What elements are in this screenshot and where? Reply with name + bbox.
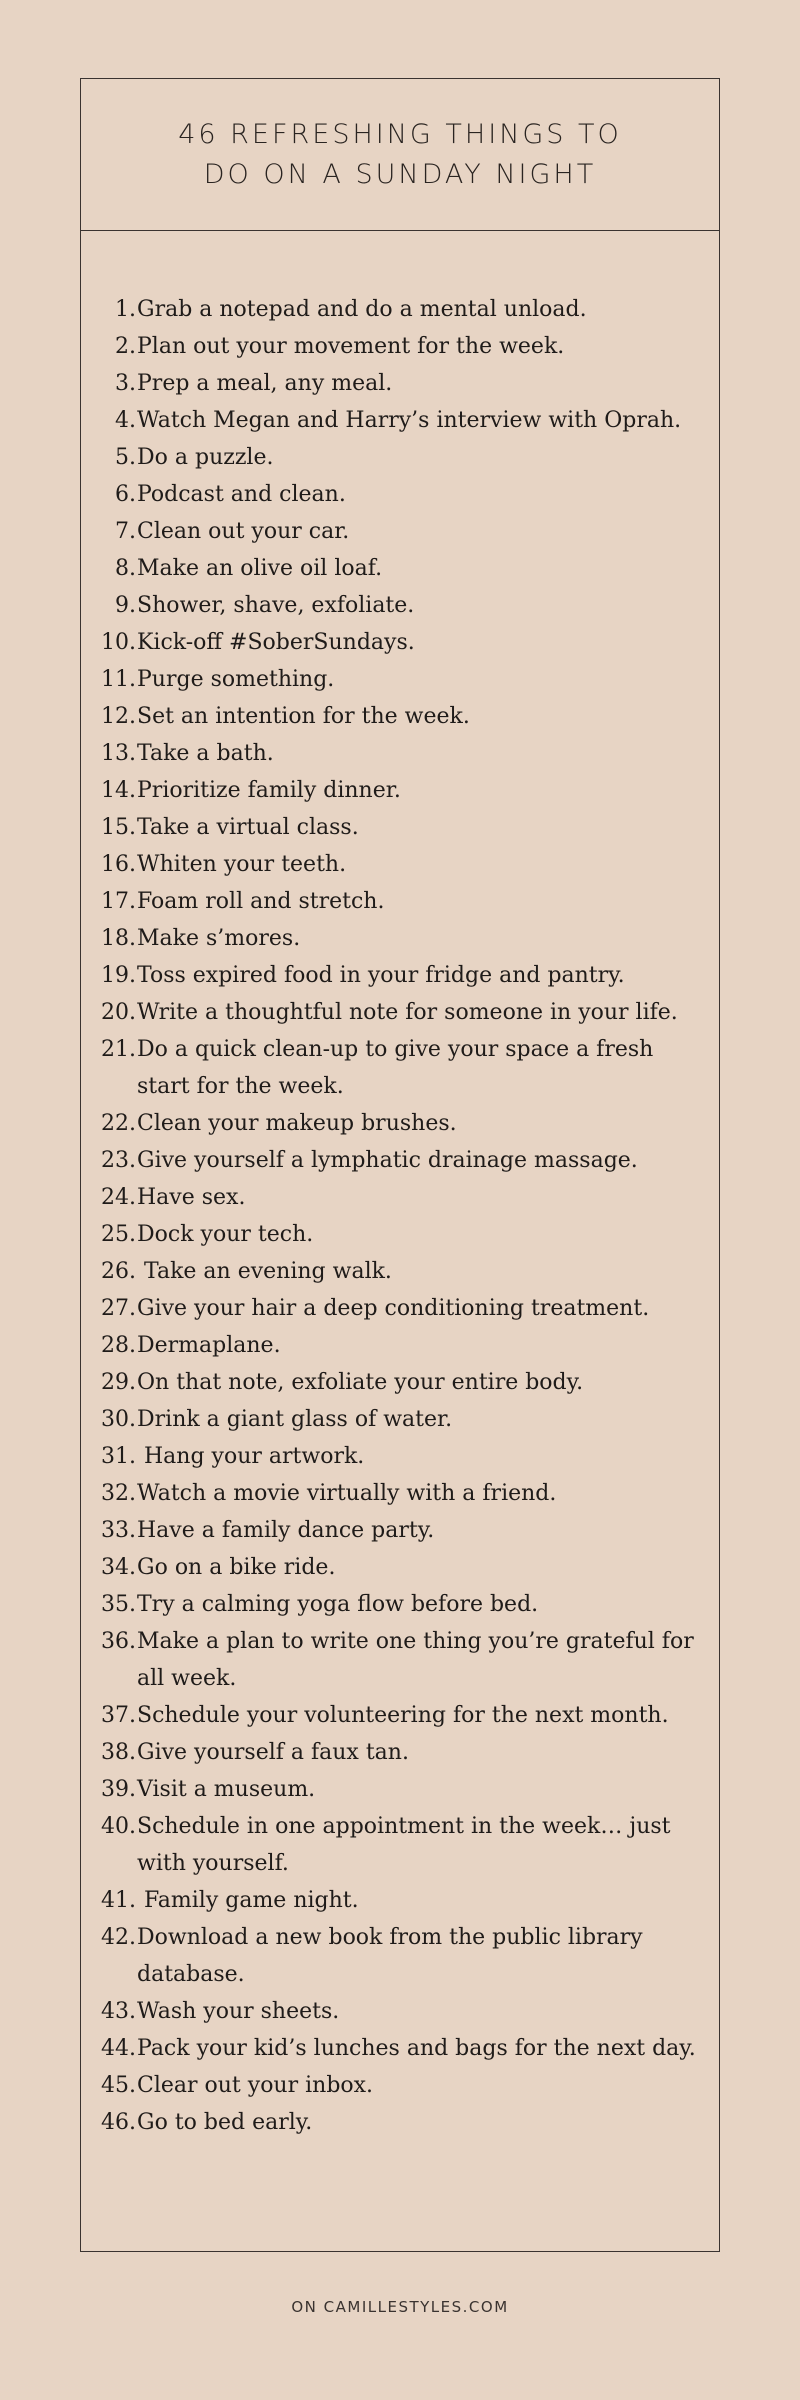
list-item — [81, 772, 719, 809]
list-item-number: 3. — [115, 371, 136, 396]
list-item-number: 40. — [101, 1814, 136, 1839]
source-credit: ON CAMILLESTYLES.COM — [291, 2298, 509, 2316]
list-item — [81, 328, 719, 365]
list-item-text: Give yourself a faux tan. — [137, 1740, 409, 1765]
list-item-number: 4. — [115, 408, 136, 433]
list-item-number: 24. — [101, 1185, 136, 1210]
list-item-number: 29. — [101, 1370, 136, 1395]
list-item-text: Set an intention for the week. — [137, 704, 470, 729]
list-item-text: Purge something. — [137, 667, 335, 692]
list-item-number: 11. — [101, 667, 136, 692]
list-item-text: Schedule in one appointment in the week… just with yourself. — [137, 1814, 678, 1876]
list-item-text: Take a virtual class. — [137, 815, 359, 840]
list-item-text: Have a family dance party. — [137, 1518, 435, 1543]
list-item-text: Dermaplane. — [137, 1333, 281, 1358]
list-item-text: Whiten your teeth. — [137, 852, 347, 877]
list-item — [81, 1882, 719, 1919]
list-item — [81, 402, 719, 439]
list-item-text: Make s’mores. — [137, 926, 301, 951]
list-item — [81, 2067, 719, 2104]
list-item-number: 44. — [101, 2036, 136, 2061]
list-item-number: 34. — [101, 1555, 136, 1580]
list-item-number: 43. — [101, 1999, 136, 2024]
list-item-number: 1. — [115, 297, 136, 322]
list-item-text: Make an olive oil loaf. — [137, 556, 383, 581]
list-item-number: 32. — [101, 1481, 136, 1506]
list-item — [81, 661, 719, 698]
list-item-text: Kick-off #SoberSundays. — [137, 630, 415, 655]
list-item — [81, 587, 719, 624]
list-item — [81, 735, 719, 772]
list-item-text: Do a puzzle. — [137, 445, 274, 470]
list-item — [81, 1808, 719, 1882]
list-item-text: Make a plan to write one thing you’re grateful for all week. — [137, 1629, 701, 1691]
list-item-text: Schedule your volunteering for the next month. — [137, 1703, 669, 1728]
list-item — [81, 1734, 719, 1771]
list-item-number: 25. — [101, 1222, 136, 1247]
list-item-number: 13. — [101, 741, 136, 766]
list-item-text: Clear out your inbox. — [137, 2073, 374, 2098]
list-item — [81, 624, 719, 661]
list-item-text: Watch Megan and Harry’s interview with Oprah. — [137, 408, 682, 433]
list-item-number: 45. — [101, 2073, 136, 2098]
list-item — [81, 1771, 719, 1808]
list-item-text: On that note, exfoliate your entire body. — [137, 1370, 584, 1395]
list-item-text: Clean out your car. — [137, 519, 350, 544]
list-item-text: Foam roll and stretch. — [137, 889, 385, 914]
page-title-line-1: 46 REFRESHING THINGS TO — [178, 118, 622, 150]
list-item — [81, 439, 719, 476]
list-item-number: 33. — [101, 1518, 136, 1543]
list-item — [81, 291, 719, 328]
list-item-text: Go on a bike ride. — [137, 1555, 336, 1580]
list-item-number: 23. — [101, 1148, 136, 1173]
list-item-text: Family game night. — [137, 1888, 359, 1913]
list-item-text: Give your hair a deep conditioning treatment. — [137, 1296, 650, 1321]
page-title-line-2: DO ON A SUNDAY NIGHT — [203, 158, 597, 190]
list-item-number: 9. — [115, 593, 136, 618]
list-item-number: 19. — [101, 963, 136, 988]
list-card — [80, 78, 720, 2252]
list-item — [81, 1179, 719, 1216]
list-item-number: 38. — [101, 1740, 136, 1765]
list-item-number: 21. — [101, 1037, 136, 1062]
list-item-text: Plan out your movement for the week. — [137, 334, 565, 359]
list-item — [81, 1586, 719, 1623]
list-item-number: 2. — [115, 334, 136, 359]
list-item-text: Give yourself a lymphatic drainage massage. — [137, 1148, 638, 1173]
list-item — [81, 550, 719, 587]
list-item — [81, 994, 719, 1031]
list-item — [81, 1401, 719, 1438]
list-item — [81, 846, 719, 883]
list-item-text: Toss expired food in your fridge and pantry. — [137, 963, 625, 988]
list-item-text: Do a quick clean-up to give your space a fresh start for the week. — [137, 1037, 661, 1099]
list-item — [81, 1697, 719, 1734]
list-item — [81, 1475, 719, 1512]
list-item-text: Have sex. — [137, 1185, 246, 1210]
list-item-text: Podcast and clean. — [137, 482, 346, 507]
list-item-text: Watch a movie virtually with a friend. — [137, 1481, 557, 1506]
list-item — [81, 883, 719, 920]
list-item — [81, 1290, 719, 1327]
list-item — [81, 1327, 719, 1364]
list-item-number: 5. — [115, 445, 136, 470]
list-item-text: Shower, shave, exfoliate. — [137, 593, 415, 618]
list-item-number: 18. — [101, 926, 136, 951]
list-item — [81, 1031, 719, 1105]
list-item-text: Take a bath. — [137, 741, 274, 766]
list-item-text: Try a calming yoga flow before bed. — [137, 1592, 539, 1617]
list-item — [81, 1142, 719, 1179]
list-item-text: Grab a notepad and do a mental unload. — [137, 297, 587, 322]
list-item — [81, 1919, 719, 1993]
list-item-number: 41. — [101, 1888, 136, 1913]
list-item — [81, 1364, 719, 1401]
list-item-number: 22. — [101, 1111, 136, 1136]
list-item-text: Prioritize family dinner. — [137, 778, 401, 803]
list-item-text: Wash your sheets. — [137, 1999, 340, 2024]
list-item-number: 10. — [101, 630, 136, 655]
list-item-number: 8. — [115, 556, 136, 581]
list-item — [81, 698, 719, 735]
list-item-number: 37. — [101, 1703, 136, 1728]
list-item-number: 6. — [115, 482, 136, 507]
list-item-text: Download a new book from the public library database. — [137, 1925, 650, 1987]
list-item-text: Pack your kid’s lunches and bags for the next day. — [137, 2036, 696, 2061]
title-box — [81, 79, 719, 231]
list-item-text: Take an evening walk. — [137, 1259, 392, 1284]
list-item-number: 36. — [101, 1629, 136, 1654]
list-item-number: 7. — [115, 519, 136, 544]
list-item-number: 17. — [101, 889, 136, 914]
list-item-number: 35. — [101, 1592, 136, 1617]
list-item — [81, 1623, 719, 1697]
list-item — [81, 1993, 719, 2030]
list-item-text: Drink a giant glass of water. — [137, 1407, 453, 1432]
list-item — [81, 2030, 719, 2067]
list-item-number: 28. — [101, 1333, 136, 1358]
list-item-number: 31. — [101, 1444, 136, 1469]
list-item — [81, 476, 719, 513]
list-item — [81, 513, 719, 550]
list-item-number: 20. — [101, 1000, 136, 1025]
numbered-list — [81, 291, 719, 2141]
list-item — [81, 1253, 719, 1290]
list-item — [81, 2104, 719, 2141]
list-item — [81, 1216, 719, 1253]
list-item-text: Clean your makeup brushes. — [137, 1111, 457, 1136]
list-item-text: Prep a meal, any meal. — [137, 371, 393, 396]
list-item-number: 12. — [101, 704, 136, 729]
list-item-number: 27. — [101, 1296, 136, 1321]
list-item-text: Write a thoughtful note for someone in your life. — [137, 1000, 678, 1025]
list-item — [81, 1438, 719, 1475]
list-item — [81, 365, 719, 402]
list-item-number: 26. — [101, 1259, 136, 1284]
list-item — [81, 1512, 719, 1549]
list-item-number: 30. — [101, 1407, 136, 1432]
list-item-number: 16. — [101, 852, 136, 877]
list-item-text: Visit a museum. — [137, 1777, 316, 1802]
list-item-number: 15. — [101, 815, 136, 840]
list-item-text: Dock your tech. — [137, 1222, 314, 1247]
list-item — [81, 920, 719, 957]
list-item-number: 14. — [101, 778, 136, 803]
list-item-number: 39. — [101, 1777, 136, 1802]
list-item — [81, 1105, 719, 1142]
list-item — [81, 957, 719, 994]
list-item-number: 42. — [101, 1925, 136, 1950]
list-item-number: 46. — [101, 2110, 136, 2135]
list-item-text: Hang your artwork. — [137, 1444, 365, 1469]
list-item — [81, 809, 719, 846]
list-item-text: Go to bed early. — [137, 2110, 313, 2135]
list-item — [81, 1549, 719, 1586]
